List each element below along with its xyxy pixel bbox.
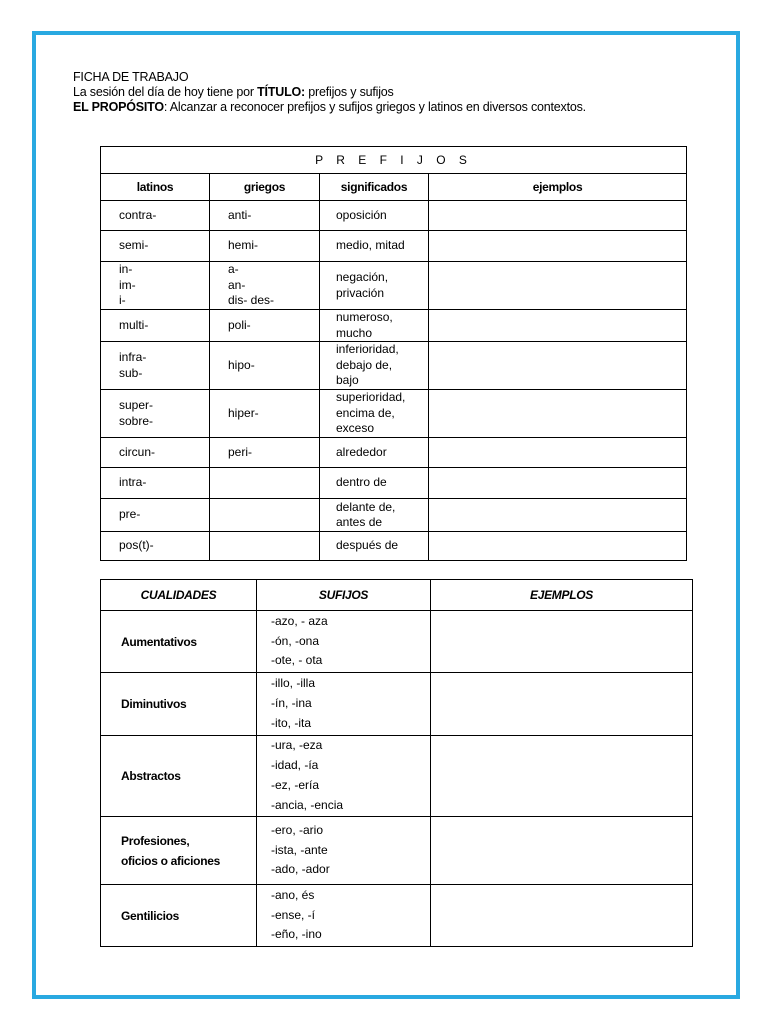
cell-griegos	[210, 468, 320, 499]
sufijos-table	[100, 579, 693, 947]
col-header-ejemplos-sufijos: EJEMPLOS	[431, 580, 693, 611]
cell-griegos: hemi-	[210, 231, 320, 262]
purpose-line	[73, 100, 713, 115]
cell-ejemplos[interactable]	[429, 231, 687, 262]
cell-cualidad: Aumentativos	[101, 611, 257, 673]
col-header-ejemplos: ejemplos	[429, 174, 687, 201]
cell-ejemplos[interactable]	[431, 885, 693, 947]
cell-latinos: super- sobre-	[101, 390, 210, 438]
cell-sufijos: -ano, és -ense, -í -eño, -ino	[257, 885, 431, 947]
cell-latinos: infra- sub-	[101, 342, 210, 390]
sufijo-row	[101, 736, 693, 817]
prefijo-row	[101, 231, 687, 262]
prefijo-row	[101, 468, 687, 499]
col-header-significados: significados	[320, 174, 429, 201]
cell-significados: negación, privación	[320, 262, 429, 310]
purpose-label: EL PROPÓSITO	[73, 100, 164, 114]
cell-latinos: contra-	[101, 201, 210, 231]
cell-sufijos: -azo, - aza -ón, -ona -ote, - ota	[257, 611, 431, 673]
prefijo-row	[101, 310, 687, 342]
cell-griegos: a- an- dis- des-	[210, 262, 320, 310]
sufijo-row	[101, 817, 693, 885]
cell-ejemplos[interactable]	[429, 310, 687, 342]
cell-ejemplos[interactable]	[431, 611, 693, 673]
cell-griegos: anti-	[210, 201, 320, 231]
cell-cualidad: Abstractos	[101, 736, 257, 817]
cell-significados: inferioridad, debajo de, bajo	[320, 342, 429, 390]
prefijo-row	[101, 438, 687, 468]
cell-ejemplos[interactable]	[429, 390, 687, 438]
cell-ejemplos[interactable]	[429, 201, 687, 231]
cell-latinos: pre-	[101, 499, 210, 532]
cell-ejemplos[interactable]	[431, 736, 693, 817]
cell-ejemplos[interactable]	[429, 262, 687, 310]
sufijo-row	[101, 673, 693, 736]
sufijo-row	[101, 885, 693, 947]
purpose-value: : Alcanzar a reconocer prefijos y sufijos griegos y latinos en diversos contextos.	[163, 100, 586, 114]
cell-significados: medio, mitad	[320, 231, 429, 262]
col-header-sufijos: SUFIJOS	[257, 580, 431, 611]
col-header-latinos: latinos	[101, 174, 210, 201]
session-title-line	[73, 85, 713, 100]
title-label: TÍTULO:	[257, 85, 306, 99]
title-value: prefijos y sufijos	[305, 85, 394, 99]
prefijo-row	[101, 262, 687, 310]
cell-griegos: poli-	[210, 310, 320, 342]
cell-griegos: hipo-	[210, 342, 320, 390]
cell-ejemplos[interactable]	[429, 438, 687, 468]
prefijo-row	[101, 499, 687, 532]
cell-cualidad: Gentilicios	[101, 885, 257, 947]
cell-latinos: in- im- i-	[101, 262, 210, 310]
cell-cualidad: Profesiones, oficios o aficiones	[101, 817, 257, 885]
sufijo-row	[101, 611, 693, 673]
cell-significados: después de	[320, 532, 429, 561]
cell-significados: numeroso, mucho	[320, 310, 429, 342]
cell-latinos: circun-	[101, 438, 210, 468]
prefijo-row	[101, 532, 687, 561]
cell-significados: superioridad, encima de, exceso	[320, 390, 429, 438]
cell-latinos: intra-	[101, 468, 210, 499]
cell-ejemplos[interactable]	[429, 468, 687, 499]
cell-significados: oposición	[320, 201, 429, 231]
session-intro: La sesión del día de hoy tiene por	[73, 85, 258, 99]
prefijos-table	[100, 146, 687, 561]
cell-griegos: peri-	[210, 438, 320, 468]
prefijo-row	[101, 201, 687, 231]
cell-significados: delante de, antes de	[320, 499, 429, 532]
cell-sufijos: -ero, -ario -ista, -ante -ado, -ador	[257, 817, 431, 885]
col-header-griegos: griegos	[210, 174, 320, 201]
cell-ejemplos[interactable]	[431, 673, 693, 736]
col-header-cualidades: CUALIDADES	[101, 580, 257, 611]
cell-significados: dentro de	[320, 468, 429, 499]
cell-latinos: multi-	[101, 310, 210, 342]
cell-ejemplos[interactable]	[429, 499, 687, 532]
prefijo-row	[101, 342, 687, 390]
cell-griegos: hiper-	[210, 390, 320, 438]
cell-ejemplos[interactable]	[429, 342, 687, 390]
cell-ejemplos[interactable]	[429, 532, 687, 561]
worksheet-title: FICHA DE TRABAJO	[73, 70, 189, 84]
prefijo-row	[101, 390, 687, 438]
cell-latinos: pos(t)-	[101, 532, 210, 561]
prefijos-title: P R E F I J O S	[101, 147, 687, 174]
cell-latinos: semi-	[101, 231, 210, 262]
cell-sufijos: -ura, -eza -idad, -ía -ez, -ería -ancia, -encia	[257, 736, 431, 817]
worksheet-header	[73, 70, 713, 115]
cell-cualidad: Diminutivos	[101, 673, 257, 736]
cell-griegos	[210, 532, 320, 561]
cell-griegos	[210, 499, 320, 532]
cell-ejemplos[interactable]	[431, 817, 693, 885]
cell-sufijos: -illo, -illa -ín, -ina -ito, -ita	[257, 673, 431, 736]
cell-significados: alrededor	[320, 438, 429, 468]
